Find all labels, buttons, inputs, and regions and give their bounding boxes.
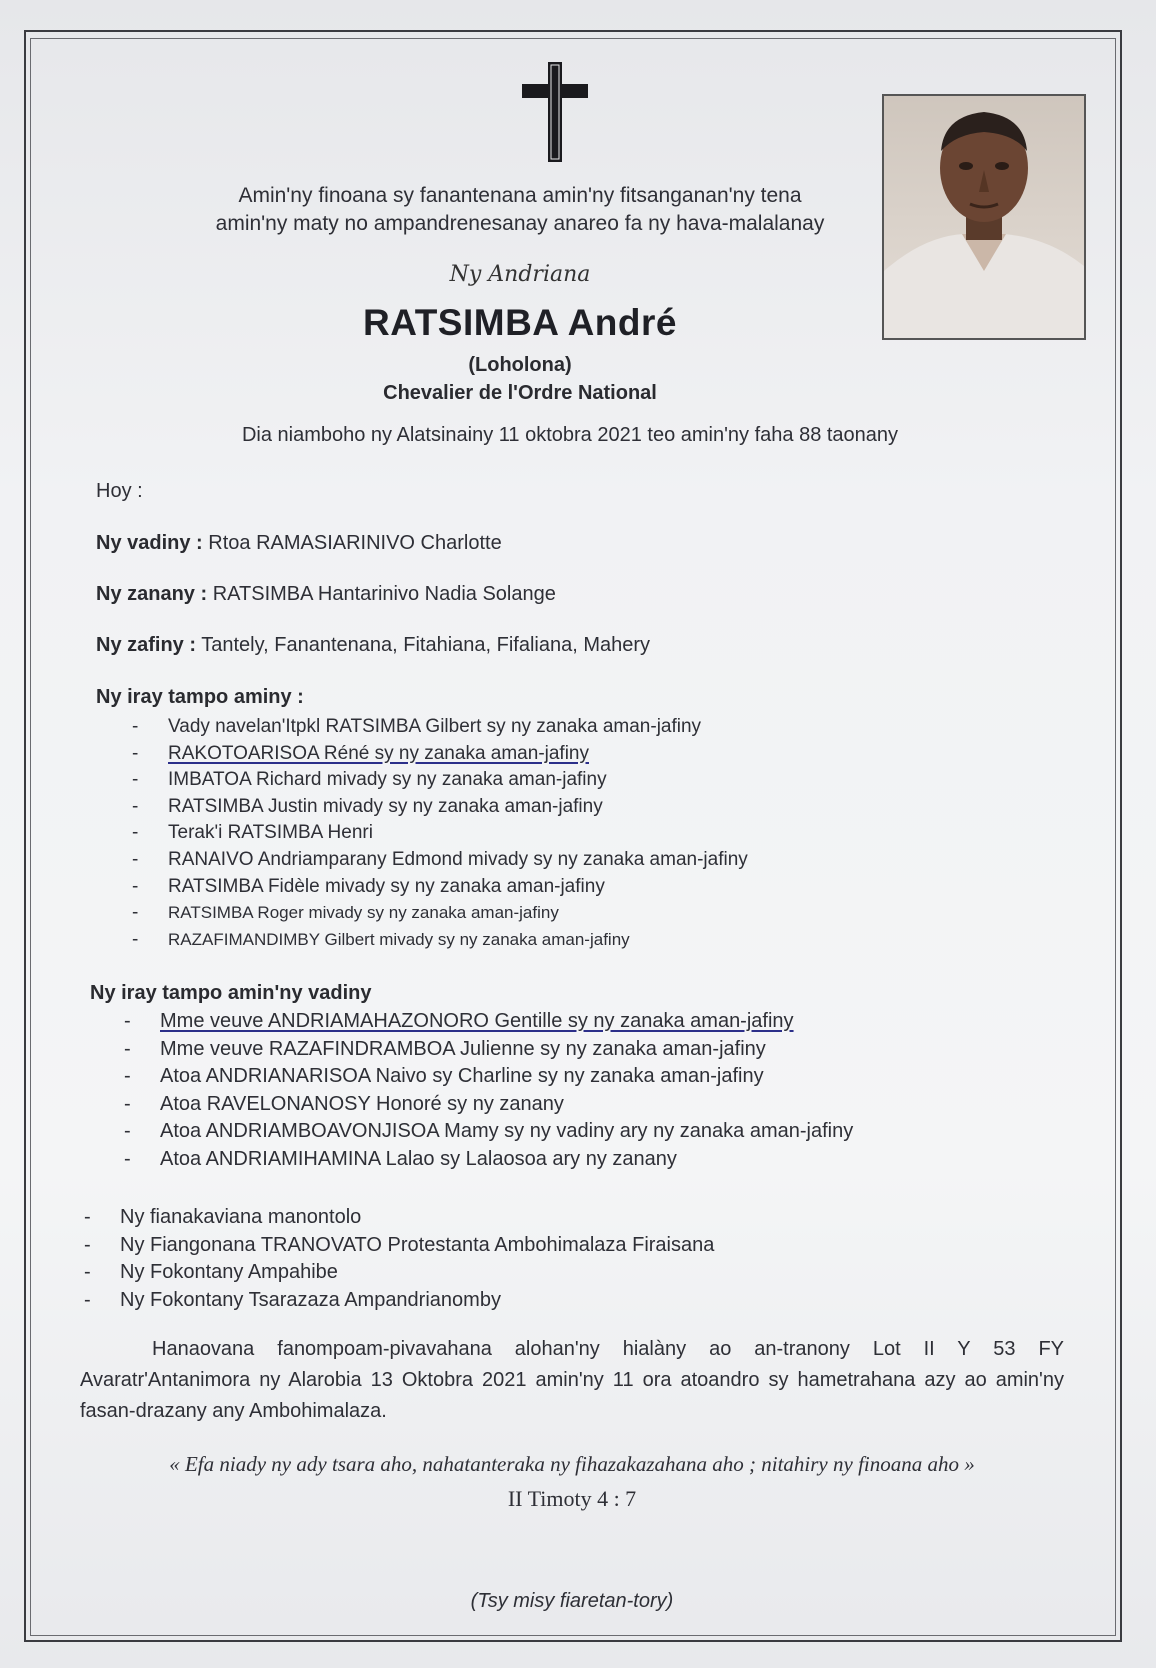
grandchildren-label: Ny zafiny : [96,634,197,656]
cross-icon [522,62,588,162]
deceased-nickname: (Loholona) [468,354,572,376]
intro-text [120,182,920,238]
spouse-line [96,532,502,555]
obituary-page: Amin'ny finoana sy fanantenana amin'ny fitsanganan'ny tena amin'ny maty no ampandrenesanay anareo fa ny hava-malalanay Ny Andriana RATSIMBA André (Loholona) Chevalier de l'Ordre National Dia niamboho ny Alatsinainy 11 oktobra 2021 teo amin'ny faha 88 taonany Hoy : Ny vadiny : Rtoa RAMASIARINIVO Charlotte Ny zanany : RATSIMBA Hantarinivo Nadia Solange Ny zafiny : Tantely, Fanantenana, Fitahiana, Fifaliana, Mahery Ny iray tampo aminy : - Vady navelan'Itpkl RATSIMBA Gilbert sy ny zanaka aman-jafiny - RAKOTOARISOA Réné sy ny zanaka aman-jafiny - IMBATOA Richard mivady sy ny zanaka aman-jafiny - RATSIMBA Justin mivady sy ny zanaka aman-jafiny - Terak'i RATSIMBA Henri - RANAIVO Andriamparany Edmond mivady sy ny zanaka aman-jafiny - RATSIMBA Fidèle mivady sy ny zanaka aman-jafiny - RATSIMBA Roger mivady sy ny zanaka aman-jafiny - RAZAFIMANDIMBY Gilbert mivady sy ny zanaka aman-jafiny Ny iray tampo amin'ny vadiny - Mme veuve ANDRIAMAHAZONORO Gentille sy ny zanaka aman-jafiny - Mme veuve RAZAFINDRAMBOA Julienne sy ny zanaka aman-jafiny - Atoa ANDRIANARISOA Naivo sy Charline sy ny zanaka aman-jafiny - Atoa RAVELONANOSY Honoré sy ny zanany - Atoa ANDRIAMBOAVONJISOA Mamy sy ny vadiny ary ny zanaka aman-jafiny - Atoa ANDRIAMIHAMINA Lalao sy Lalaosoa ary ny zanany - Ny fianakaviana manontolo - Ny Fiangonana TRANOVATO Protestanta Ambohimalaza Firaisana - Ny Fokontany Ampahibe - Ny Fokontany Tsarazaza Ampandrianomby Hanaovana fanompoam-pivavahana alohan'ny hialàny ao an-tranony Lot II Y 53 FY Avaratr'Antanimora ny Alarobia 13 Oktobra 2021 amin'ny 11 ora atoandro sy hametrahana azy ao amin'ny fasan-drazany any Ambohimalaza. « Efa niady ny ady tsara aho, nahatanteraka ny fihazakazahana aho ; nitahiry ny finoana aho » II Timoty 4 : 7 (Tsy misy fiaretan-tory) [0,0,1156,1668]
grandchildren-line [96,634,650,657]
grandchildren-value: Tantely, Fanantenana, Fitahiana, Fifaliana, Mahery [201,634,651,656]
intro-line-1: Amin'ny finoana sy fanantenana amin'ny fitsanganan'ny tena [238,184,802,207]
children-value: RATSIMBA Hantarinivo Nadia Solange [212,583,556,605]
family-spouse-heading: Ny iray tampo amin'ny vadiny [90,982,372,1004]
deceased-name: RATSIMBA André [363,302,677,343]
spouse-label: Ny vadiny : [96,532,203,554]
hoy-label: Hoy : [96,480,143,502]
deceased-title: Chevalier de l'Ordre National [383,382,657,404]
intro-line-2: amin'ny maty no ampandrenesanay anareo fa ny hava-malalanay [215,212,825,235]
bible-quote: « Efa niady ny ady tsara aho, nahatanteraka ny fihazakazahana aho ; nitahiry ny finoana aho » [169,1452,975,1476]
death-notice: Dia niamboho ny Alatsinainy 11 oktobra 2021 teo amin'ny faha 88 taonany [241,424,899,446]
honorific: Ny Andriana [449,262,591,287]
children-line [96,583,556,606]
bible-reference: II Timoty 4 : 7 [507,1486,637,1511]
footer-note: (Tsy misy fiaretan-tory) [470,1590,674,1612]
family-self-heading: Ny iray tampo aminy : [96,686,304,708]
funeral-announcement: Hanaovana fanompoam-pivavahana alohan'ny hialàny ao an-tranony Lot II Y 53 FY Avaratr'Antanimora ny Alarobia 13 Oktobra 2021 amin'ny 11 ora atoandro sy hametrahana azy ao amin'ny fasan-drazany any Ambohimalaza. [80,1338,1064,1422]
spouse-value: Rtoa RAMASIARINIVO Charlotte [208,532,502,554]
children-label: Ny zanany : [96,583,208,605]
